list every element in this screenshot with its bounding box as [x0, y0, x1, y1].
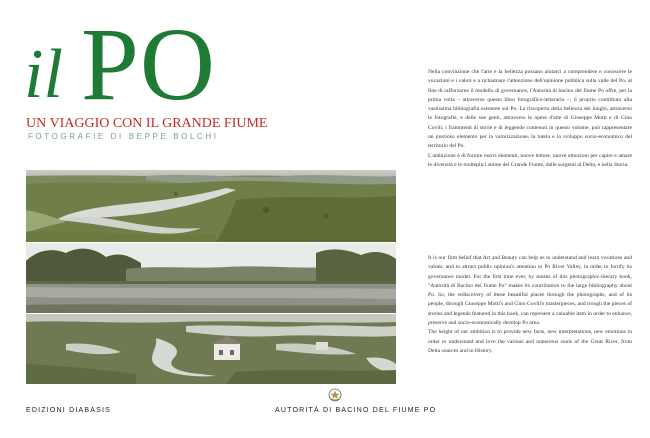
- title-prefix: il: [24, 36, 63, 113]
- river-photo-3: [26, 314, 396, 384]
- river-photo-2: [26, 243, 396, 313]
- english-paragraph-1: It is our firm belief that Art and Beauty can help us to understand and learn vocations and values, and to attract public opinion's attention to Po River Valley, in order to fortify its governance model. For the first time ever, by means of this photographic-literary book, "Autorità di Bacino del fiume Po" makes its contribution to the large bibliography about Po. So, the rediscovery of these beautiful places through the photographs, and of its people, through Giuseppe Motti's and Gino Covili's masterpieces, and trough the pieces of stories and legends featured in this book, can represent a valuable item in order to enhance, preserve and socio-economically develop Po area.: [428, 255, 632, 327]
- english-paragraph-2: The height of our ambition is to provide new facts, new interpretations, new emotions in order to understand and love the various and numerous souls of the Great River, from Delta sources and in History.: [428, 329, 632, 354]
- english-text-block: [428, 254, 632, 356]
- photographer-credit: FOTOGRAFIE DI BEPPE BOLCHI: [28, 132, 219, 141]
- italian-paragraph-2: L'ambizione è di fornire nuovi elementi, nuove letture, nuove emozioni per capire e amare le diversità e le molteplici anime del Grande Fiume, dalle sorgenti al Delta, e nella Storia.: [428, 152, 632, 168]
- authority-name: AUTORITÀ DI BACINO DEL FIUME PO: [275, 407, 437, 414]
- river-photo-1: [26, 170, 396, 242]
- italian-republic-emblem-icon: [328, 388, 342, 402]
- italian-text-block: [428, 68, 632, 170]
- title-main: PO: [81, 7, 216, 122]
- subtitle: UN VIAGGIO CON IL GRANDE FIUME: [26, 116, 268, 131]
- italian-paragraph-1: Nella convinzione che l'arte e la bellezza possano aiutarci a comprendere e conoscere le vocazioni e i valori e a richiamare l'attenzione dell'opinione pubblica sulla valle del Po, al fine di rafforzarne il modello di governance, l'Autorità di bacino del fiume Po offre, per la prima volta – attraverso questo libro fotografico-letterario –, il proprio contributo alla vastissima bibliografia esistente sul Po. La riscoperta della bellezza dei luoghi, attraverso le fotografie, e delle sue genti, attraverso le opere d'arte di Giuseppe Motti e di Gino Covili, i frammenti di storie e di leggende contenuti in questo volume, può rappresentare un prezioso elemento per la valorizzazione, la tutela e lo sviluppo socio-economico del territorio del Po.: [428, 69, 632, 150]
- publisher-name: EDIZIONI DIABASIS: [26, 407, 111, 414]
